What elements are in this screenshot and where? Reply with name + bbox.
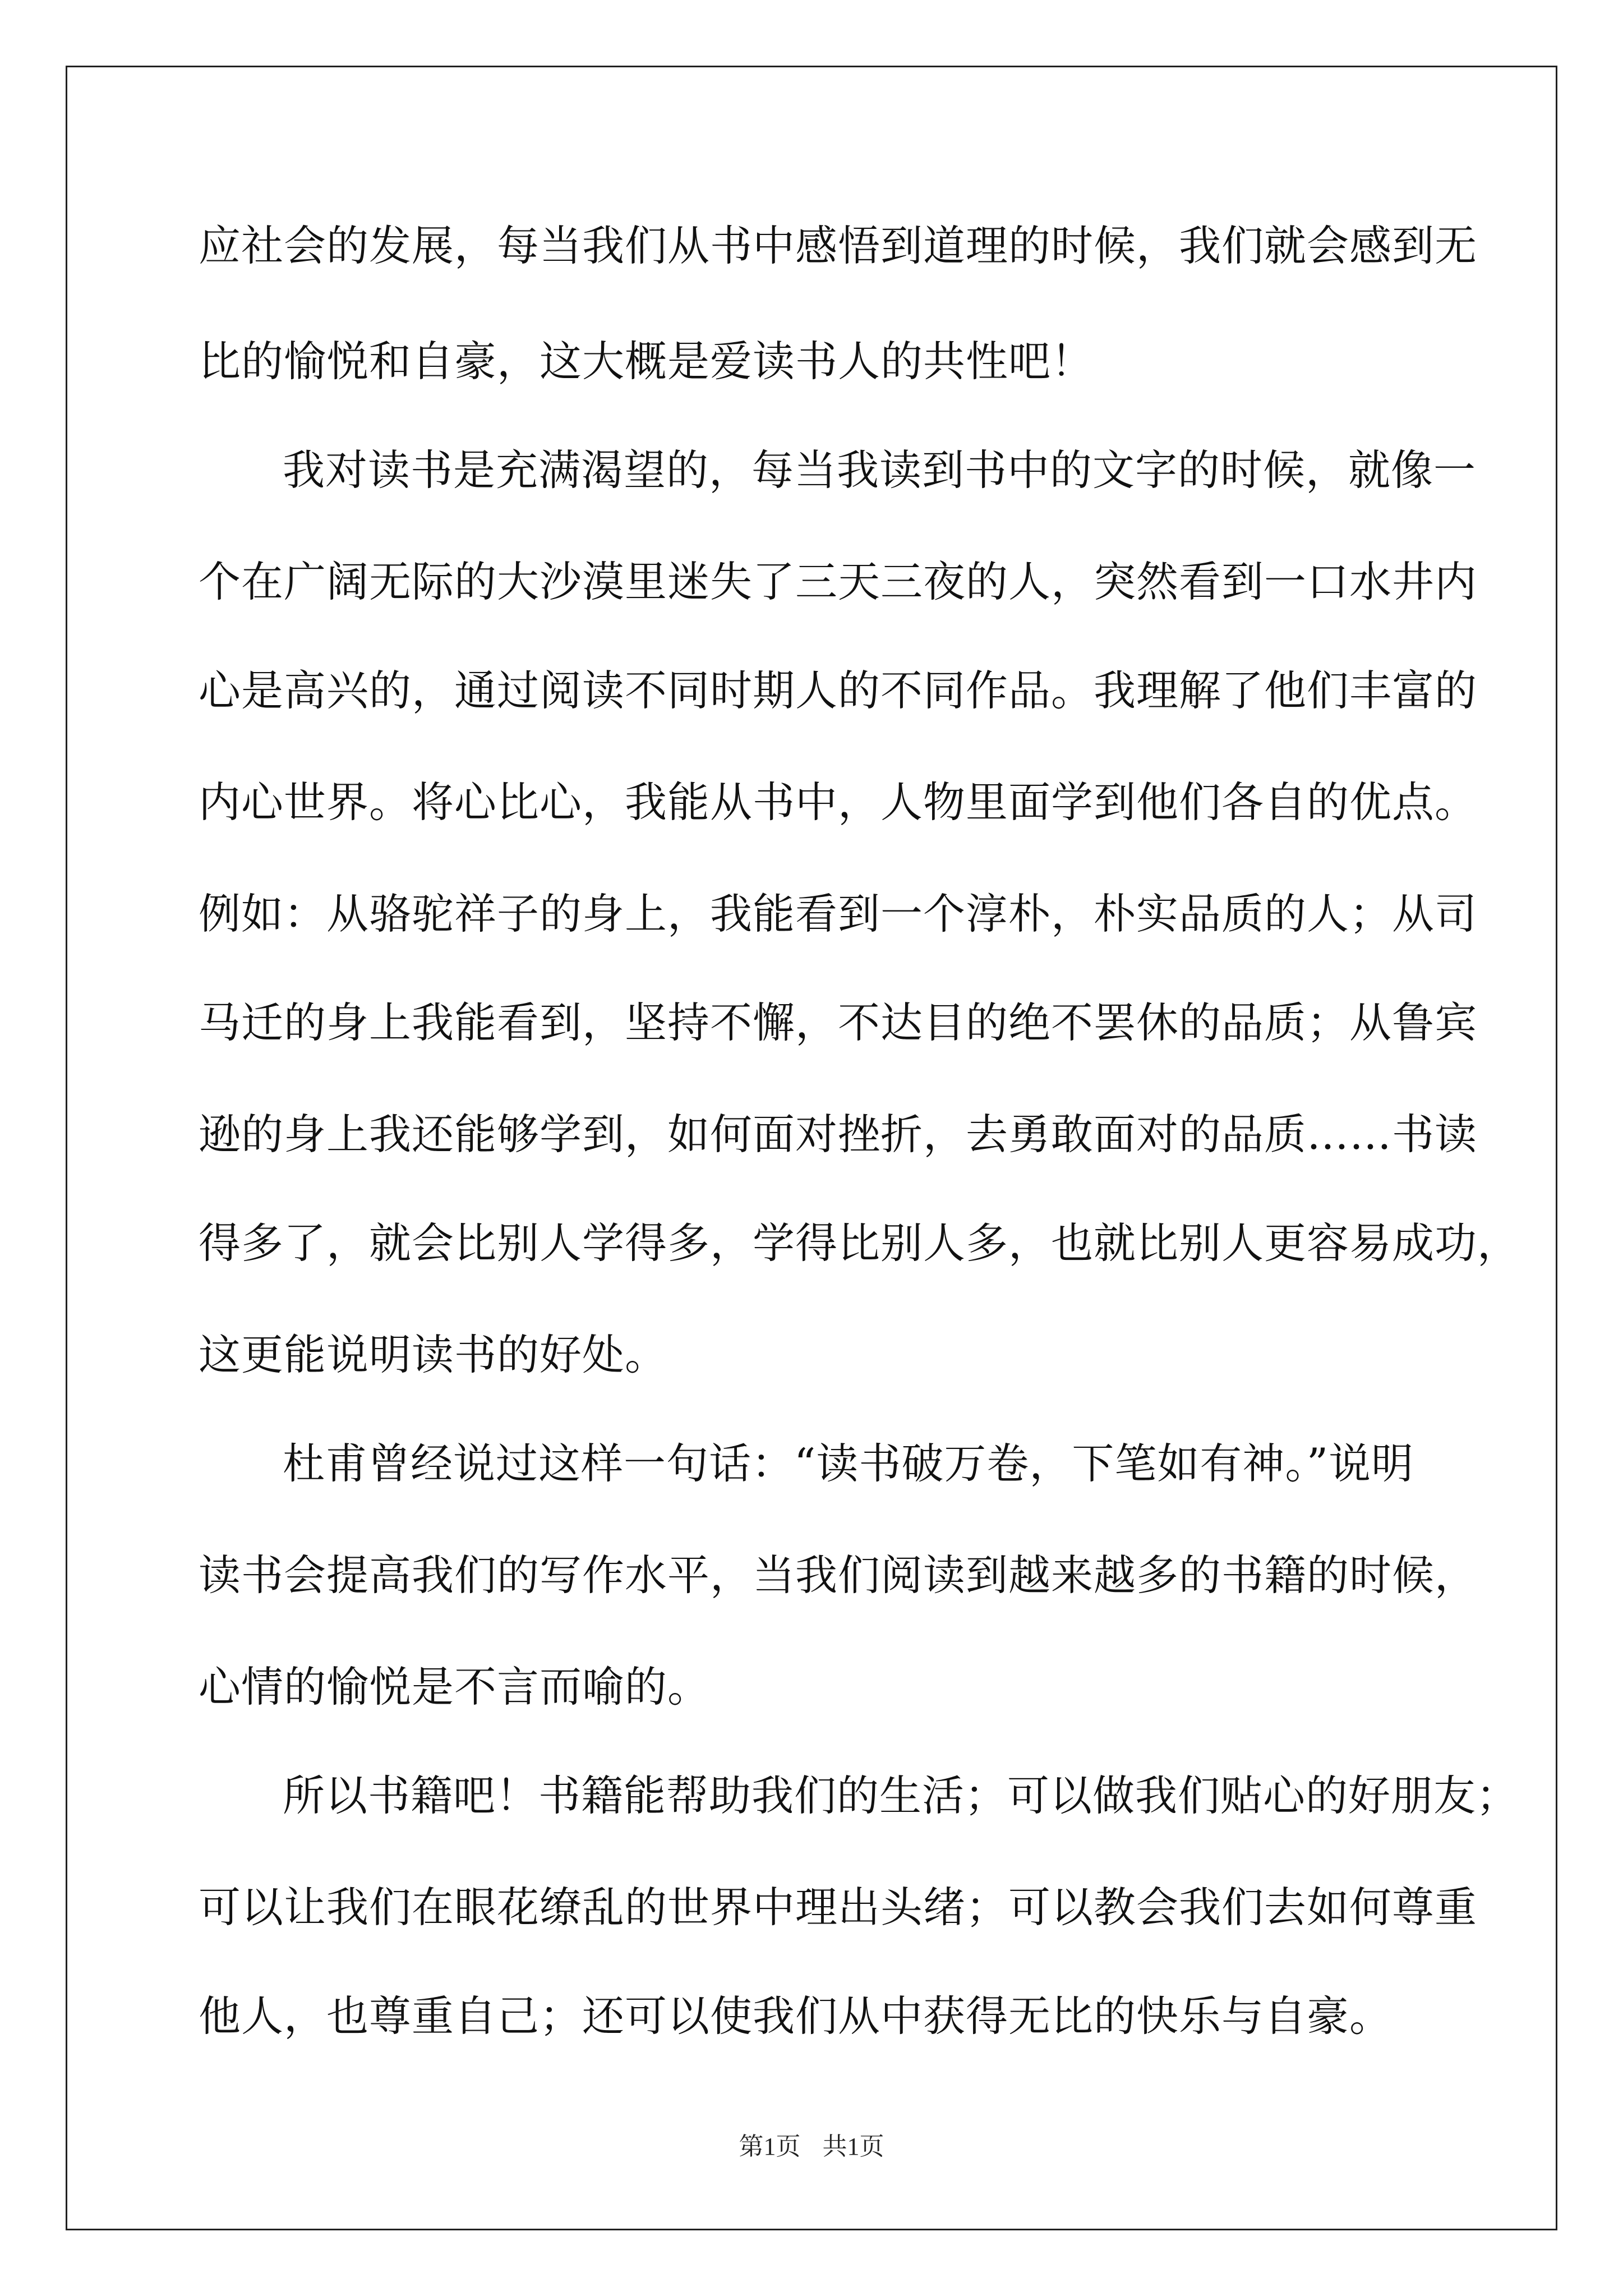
text-line: 这更能说明读书的好处。 bbox=[199, 1330, 668, 1379]
page-total: 共1页 bbox=[822, 2133, 884, 2160]
text-line: 应社会的发展，每当我们从书中感悟到道理的时候，我们就会感到无 bbox=[199, 221, 1478, 270]
text-line: 个在广阔无际的大沙漠里迷失了三天三夜的人，突然看到一口水井内 bbox=[199, 557, 1478, 606]
text-line: 他人，也尊重自己；还可以使我们从中获得无比的快乐与自豪。 bbox=[199, 1991, 1393, 2041]
text-line: 得多了，就会比别人学得多，学得比别人多，也就比别人更容易成功， bbox=[199, 1218, 1520, 1268]
text-line: 心情的愉悦是不言而喻的。 bbox=[199, 1662, 711, 1711]
paragraph-start-line: 杜甫曾经说过这样一句话：“读书破万卷，下笔如有神。”说明 bbox=[283, 1439, 1414, 1488]
text-line: 逊的身上我还能够学到，如何面对挫折，去勇敢面对的品质……书读 bbox=[199, 1110, 1478, 1159]
text-line: 比的愉悦和自豪，这大概是爱读书人的共性吧！ bbox=[199, 337, 1094, 386]
page-number: 第1页 bbox=[739, 2133, 801, 2160]
paragraph-start-line: 所以书籍吧！书籍能帮助我们的生活；可以做我们贴心的好朋友； bbox=[283, 1771, 1519, 1820]
paragraph-start-line: 我对读书是充满渴望的，每当我读到书中的文字的时候，就像一 bbox=[283, 445, 1477, 495]
text-line: 可以让我们在眼花缭乱的世界中理出头绪；可以教会我们去如何尊重 bbox=[199, 1883, 1478, 1932]
page-footer bbox=[0, 2130, 1623, 2164]
text-line: 心是高兴的，通过阅读不同时期人的不同作品。我理解了他们丰富的 bbox=[199, 666, 1478, 715]
text-line: 读书会提高我们的写作水平，当我们阅读到越来越多的书籍的时候， bbox=[199, 1550, 1478, 1600]
text-line: 马迁的身上我能看到，坚持不懈，不达目的绝不罢休的品质；从鲁宾 bbox=[199, 998, 1478, 1047]
text-line: 例如：从骆驼祥子的身上，我能看到一个淳朴，朴实品质的人；从司 bbox=[199, 889, 1478, 938]
text-line: 内心世界。将心比心，我能从书中，人物里面学到他们各自的优点。 bbox=[199, 777, 1478, 827]
